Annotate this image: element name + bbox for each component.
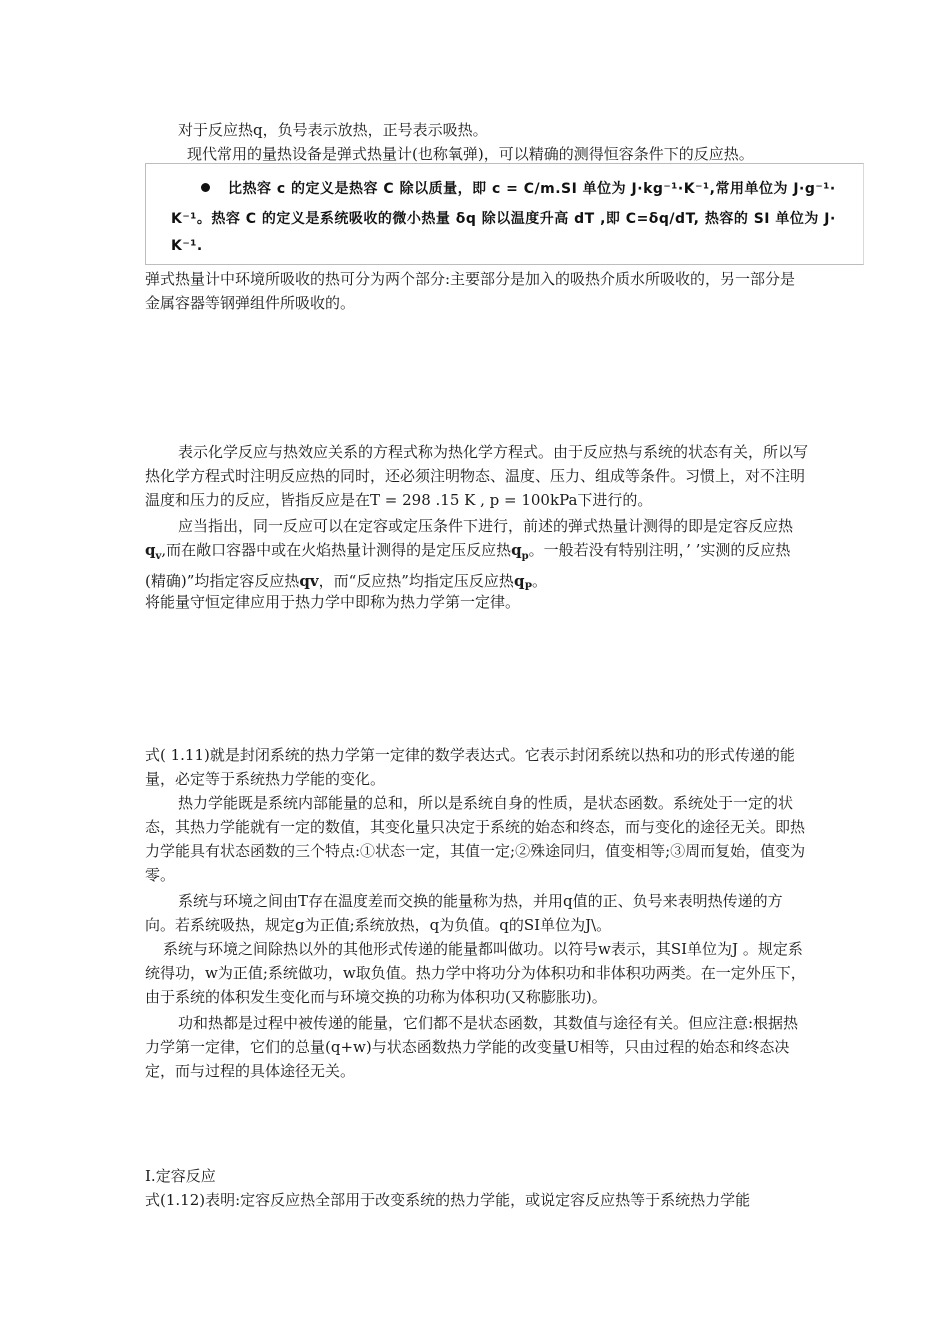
paragraph-first-law-definition: 将能量守恒定律应用于热力学中即称为热力学第一定律。 xyxy=(145,593,521,611)
subscript-P: P xyxy=(524,582,532,593)
scanned-line-2: K⁻¹。热容 C 的定义是系统吸收的微小热量 δq 除以温度升高 dT ,即 C=δq/dT, 热容的 SI 单位为 J· xyxy=(171,211,836,227)
scanned-line-3: K⁻¹. xyxy=(171,238,203,254)
subscript-v: v xyxy=(155,551,162,562)
paragraph-bomb-calorimeter: 现代常用的量热设备是弹式热量计(也称氧弹)，可以精确的测得恒容条件下的反应热。 xyxy=(187,145,754,163)
symbol-q-P: q xyxy=(513,572,525,590)
bullet-icon xyxy=(201,183,210,192)
symbol-q-p: q xyxy=(511,541,522,559)
paragraph-work-definition: 系统与环境之间除热以外的其他形式传递的能量都叫做功。以符号w表示，其SI单位为J 。规定系统得功，w为正值;系统做功，w取负值。热力学中将功分为体积功和非体积功两类。在一定外压下，由于系统的体积发生变化而与环境交换的功称为体积功(又称膨胀功)。 xyxy=(145,940,806,1006)
paragraph-work-and-heat: 功和热都是过程中被传递的能量，它们都不是状态函数，其数值与途径有关。但应注意:根据热力学第一定律，它们的总量(q+w)与状态函数热力学能的改变量U相等，只由过程的始态和终态决定，而与过程的具体途径无关。 xyxy=(145,1014,799,1080)
p5-text-b: ,而在敞口容器中或在火焰热量计测得的是定压反应热 xyxy=(161,541,512,559)
scanned-definition-box xyxy=(145,163,864,265)
p5-text-a: 应当指出，同一反应可以在定容或定压条件下进行，前述的弹式热量计测得的即是定容反应热 xyxy=(178,517,794,535)
paragraph-equation-1-11: 式( 1.11)就是封闭系统的热力学第一定律的数学表达式。它表示封闭系统以热和功的形式传递的能量，必定等于系统热力学能的变化。 xyxy=(145,746,795,788)
p5-text-e: 。 xyxy=(531,572,547,590)
paragraph-heat-definition: 系统与环境之间由T存在温度差而交换的能量称为热，并用q值的正、负号来表明热传递的方向。若系统吸热，规定g为正值;系统放热，q为负值。q的SI单位为J\。 xyxy=(145,892,783,934)
scanned-line-1 xyxy=(201,178,836,198)
subscript-p: p xyxy=(521,551,529,562)
paragraph-thermochemical-equation: 表示化学反应与热效应关系的方程式称为热化学方程式。由于反应热与系统的状态有关，所以写热化学方程式时注明反应热的同时，还必须注明物态、温度、压力、组成等条件。习惯上，对不注明温度和压力的反应，皆指反应是在T = 298 .15 K , p = 100kPa下进行的。 xyxy=(145,443,809,509)
symbol-q-v: q xyxy=(145,541,156,559)
paragraph-equation-1-12: 式(1.12)表明:定容反应热全部用于改变系统的热力学能，或说定容反应热等于系统热力学能 xyxy=(145,1191,751,1209)
symbol-qv: qv xyxy=(299,572,319,590)
heading-constant-volume-reaction: I.定容反应 xyxy=(145,1167,216,1185)
paragraph-thermodynamic-energy: 热力学能既是系统内部能量的总和，所以是系统自身的性质，是状态函数。系统处于一定的状态，其热力学能就有一定的数值，其变化量只决定于系统的始态和终态，而与变化的途径无关。即热力学能具有状态函数的三个特点:①状态一定，其值一定;②殊途同归，值变相等;③周而复始，值变为零。 xyxy=(145,794,806,884)
paragraph-reaction-heat-sign: 对于反应热q，负号表示放热，正号表示吸热。 xyxy=(178,121,488,139)
paragraph-calorimeter-environment: 弹式热量计中环境所吸收的热可分为两个部分:主要部分是加入的吸热介质水所吸收的，另一部分是金属容器等钢弹组件所吸收的。 xyxy=(145,270,796,312)
p5-text-d: ，而“反应热”均指定压反应热 xyxy=(318,572,514,590)
paragraph-constant-volume-pressure xyxy=(145,514,810,600)
scanned-line-1-text: 比热容 c 的定义是热容 C 除以质量，即 c = C/m.SI 单位为 J·kg⁻¹·K⁻¹,常用单位为 J·g⁻¹· xyxy=(228,181,836,197)
p5-text-c: 。一般若没有特别注明，’ ’实测的反应热(精确)”均指定容反应热 xyxy=(145,541,791,590)
